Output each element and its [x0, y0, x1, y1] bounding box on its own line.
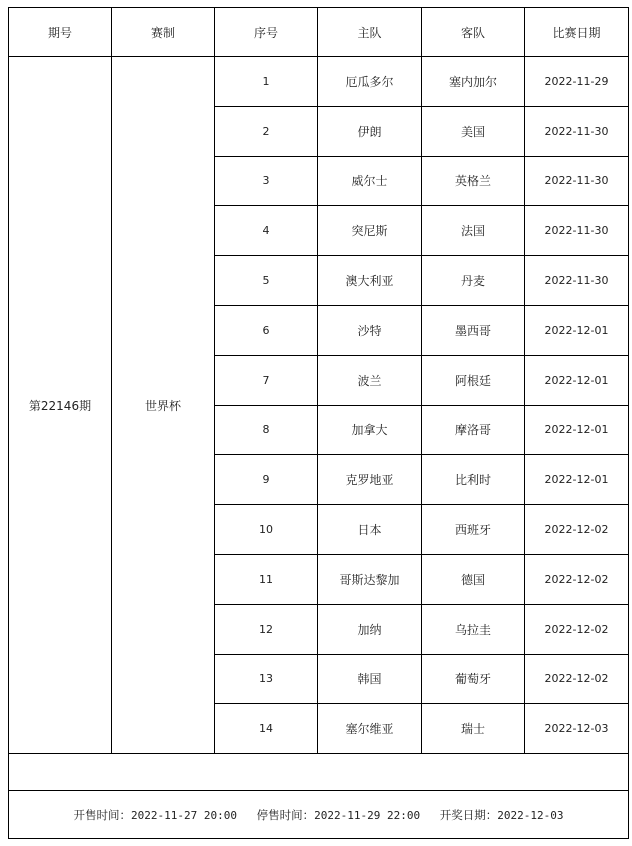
match-number: 5 — [215, 256, 318, 306]
home-team: 加纳 — [318, 604, 422, 654]
match-number: 9 — [215, 455, 318, 505]
sale-start-value: 2022-11-27 20:00 — [131, 808, 237, 822]
period-cell: 第22146期 — [9, 57, 112, 754]
match-schedule-table — [8, 7, 629, 839]
home-team: 澳大利亚 — [318, 256, 422, 306]
home-team: 韩国 — [318, 654, 422, 704]
sale-stop — [257, 807, 420, 823]
home-team: 突尼斯 — [318, 206, 422, 256]
away-team: 墨西哥 — [422, 305, 525, 355]
match-date: 2022-12-03 — [525, 704, 629, 754]
header-away: 客队 — [422, 8, 525, 57]
sale-start-label: 开售时间： — [73, 807, 131, 822]
blank-cell — [9, 754, 629, 791]
match-number: 1 — [215, 57, 318, 107]
header-date: 比赛日期 — [525, 8, 629, 57]
away-team: 法国 — [422, 206, 525, 256]
away-team: 乌拉圭 — [422, 604, 525, 654]
match-date: 2022-12-01 — [525, 355, 629, 405]
match-date: 2022-12-01 — [525, 455, 629, 505]
home-team: 塞尔维亚 — [318, 704, 422, 754]
header-home: 主队 — [318, 8, 422, 57]
sale-start — [74, 807, 237, 823]
away-team: 德国 — [422, 554, 525, 604]
match-date: 2022-11-30 — [525, 156, 629, 206]
away-team: 瑞士 — [422, 704, 525, 754]
away-team: 阿根廷 — [422, 355, 525, 405]
away-team: 美国 — [422, 106, 525, 156]
match-date: 2022-12-02 — [525, 604, 629, 654]
match-date: 2022-11-29 — [525, 57, 629, 107]
match-number: 12 — [215, 604, 318, 654]
match-number: 2 — [215, 106, 318, 156]
away-team: 塞内加尔 — [422, 57, 525, 107]
home-team: 伊朗 — [318, 106, 422, 156]
home-team: 加拿大 — [318, 405, 422, 455]
header-period: 期号 — [9, 8, 112, 57]
away-team: 西班牙 — [422, 505, 525, 555]
away-team: 摩洛哥 — [422, 405, 525, 455]
match-number: 3 — [215, 156, 318, 206]
match-number: 11 — [215, 554, 318, 604]
home-team: 威尔士 — [318, 156, 422, 206]
away-team: 葡萄牙 — [422, 654, 525, 704]
draw-date-value: 2022-12-03 — [497, 808, 564, 822]
draw-date — [440, 807, 564, 823]
home-team: 日本 — [318, 505, 422, 555]
away-team: 丹麦 — [422, 256, 525, 306]
draw-date-label: 开奖日期： — [439, 807, 498, 822]
match-number: 4 — [215, 206, 318, 256]
header-row — [9, 8, 629, 57]
away-team: 英格兰 — [422, 156, 525, 206]
match-date: 2022-12-02 — [525, 554, 629, 604]
match-date: 2022-11-30 — [525, 106, 629, 156]
match-date: 2022-12-01 — [525, 405, 629, 455]
home-team: 波兰 — [318, 355, 422, 405]
match-date: 2022-11-30 — [525, 256, 629, 306]
away-team: 比利时 — [422, 455, 525, 505]
home-team: 厄瓜多尔 — [318, 57, 422, 107]
match-number: 7 — [215, 355, 318, 405]
match-date: 2022-11-30 — [525, 206, 629, 256]
blank-row — [9, 754, 629, 791]
footer-row — [9, 791, 629, 839]
home-team: 哥斯达黎加 — [318, 554, 422, 604]
footer-cell — [9, 791, 629, 839]
match-date: 2022-12-02 — [525, 654, 629, 704]
header-competition: 赛制 — [112, 8, 215, 57]
home-team: 克罗地亚 — [318, 455, 422, 505]
competition-cell: 世界杯 — [112, 57, 215, 754]
match-number: 14 — [215, 704, 318, 754]
table-row — [9, 57, 629, 107]
home-team: 沙特 — [318, 305, 422, 355]
match-date: 2022-12-02 — [525, 505, 629, 555]
header-number: 序号 — [215, 8, 318, 57]
sale-stop-label: 停售时间： — [256, 807, 315, 822]
match-number: 10 — [215, 505, 318, 555]
match-number: 6 — [215, 305, 318, 355]
sale-stop-value: 2022-11-29 22:00 — [314, 808, 421, 822]
match-number: 8 — [215, 405, 318, 455]
match-date: 2022-12-01 — [525, 305, 629, 355]
match-number: 13 — [215, 654, 318, 704]
